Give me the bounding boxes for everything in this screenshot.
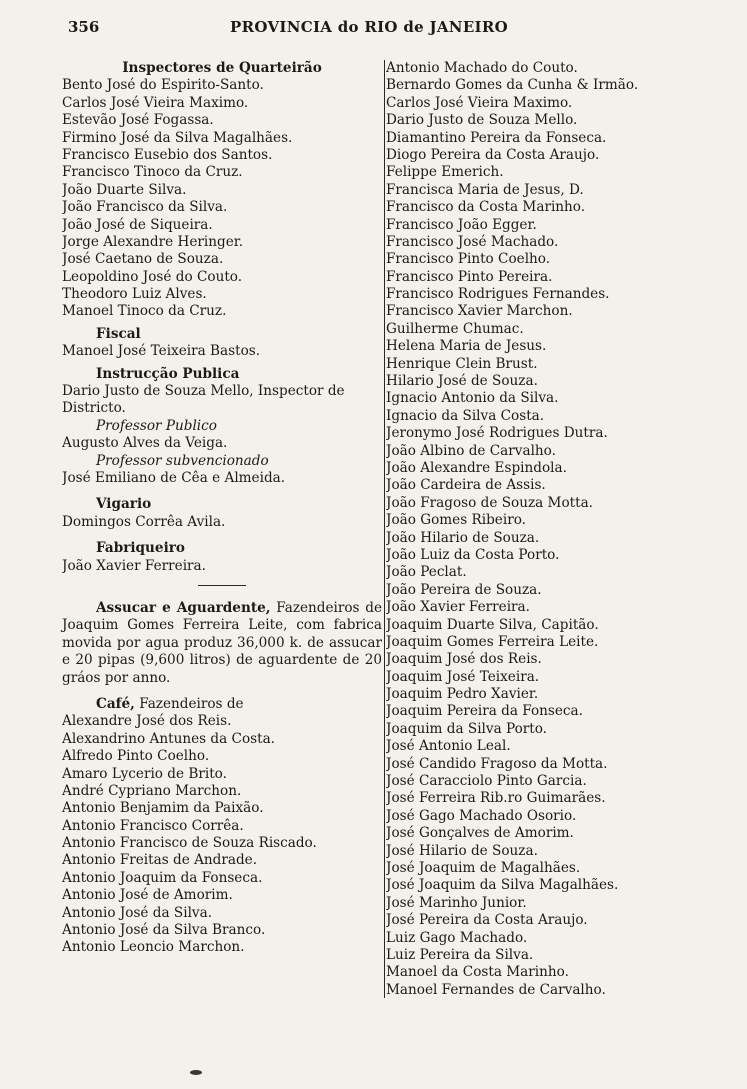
list-item: João Fragoso de Souza Motta. (386, 494, 594, 511)
list-item: José Gago Machado Osorio. (386, 807, 577, 824)
list-item: João José de Siqueira. (62, 216, 213, 233)
section-heading-subvencionado: Professor subvencionado (96, 452, 269, 469)
list-item: Alfredo Pinto Coelho. (62, 748, 210, 765)
list-item: Antonio Leoncio Marchon. (62, 939, 245, 956)
list-item: Carlos José Vieira Maximo. (386, 94, 573, 111)
list-item: Felippe Emerich. (386, 164, 504, 181)
running-title: PROVINCIA do RIO de JANEIRO (230, 18, 508, 36)
vigario-name: Domingos Corrêa Avila. (62, 513, 226, 530)
subvencionado-name: José Emiliano de Cêa e Almeida. (62, 469, 286, 486)
list-item: Alexandrino Antunes da Costa. (62, 730, 276, 747)
list-item: José Candido Fragoso da Motta. (386, 755, 608, 772)
section-heading-fabriqueiro: Fabriqueiro (96, 540, 185, 557)
list-item: Bento José do Espirito-Santo. (62, 77, 264, 94)
list-item: Francisco João Egger. (386, 216, 537, 233)
list-item: Francisca Maria de Jesus, D. (386, 181, 584, 198)
right-column (386, 60, 726, 999)
instrucao-line-2: Districto. (62, 400, 126, 417)
fabriqueiro-name: João Xavier Ferreira. (62, 557, 206, 574)
list-item: Francisco José Machado. (386, 233, 559, 250)
list-item: Jorge Alexandre Heringer. (62, 233, 244, 250)
list-item: Firmino José da Silva Magalhães. (62, 129, 293, 146)
instrucao-line-1: Dario Justo de Souza Mello, Inspector de (62, 383, 345, 400)
list-item: José Caetano de Souza. (62, 251, 224, 268)
list-item: José Ferreira Rib.ro Guimarães. (386, 790, 606, 807)
list-item: Joaquim Pereira da Fonseca. (386, 703, 583, 720)
list-item: José Hilario de Souza. (386, 842, 538, 859)
list-item: Manoel Fernandes de Carvalho. (386, 981, 606, 998)
list-item: Francisco Xavier Marchon. (386, 303, 573, 320)
list-item: Antonio José da Silva Branco. (62, 922, 266, 939)
list-item: João Hilario de Souza. (386, 529, 540, 546)
list-item: José Marinho Junior. (386, 894, 527, 911)
inspectores-list (62, 77, 382, 320)
section-heading-assucar: Assucar e Aguardente, (96, 599, 271, 616)
list-item: Henrique Clein Brust. (386, 355, 538, 372)
list-item: Antonio Joaquim da Fonseca. (62, 869, 263, 886)
list-item: Diogo Pereira da Costa Araujo. (386, 146, 600, 163)
list-item: Antonio José de Amorim. (62, 887, 233, 904)
assucar-paragraph (62, 600, 382, 687)
list-item: Antonio Francisco Corrêa. (62, 817, 244, 834)
list-item: José Antonio Leal. (386, 738, 511, 755)
list-item: Francisco da Costa Marinho. (386, 199, 586, 216)
list-item: Joaquim José Teixeira. (386, 668, 540, 685)
list-item: Luiz Pereira da Silva. (386, 946, 534, 963)
page-header (68, 14, 728, 40)
list-item: Joaquim José dos Reis. (386, 651, 542, 668)
list-item: João Peclat. (386, 564, 467, 581)
list-item: Ignacio da Silva Costa. (386, 407, 545, 424)
list-item: João Cardeira de Assis. (386, 477, 546, 494)
list-item: André Cypriano Marchon. (62, 782, 242, 799)
list-item: João Luiz da Costa Porto. (386, 546, 560, 563)
list-item: João Xavier Ferreira. (386, 599, 530, 616)
list-item: João Gomes Ribeiro. (386, 512, 526, 529)
list-item: Francisco Rodrigues Fernandes. (386, 286, 610, 303)
section-heading-instrucao: Instrucção Publica (96, 365, 240, 382)
list-item: João Alexandre Espindola. (386, 459, 567, 476)
list-item: Antonio Freitas de Andrade. (62, 852, 258, 869)
left-column (62, 60, 382, 957)
list-item: Hilario José de Souza. (386, 373, 538, 390)
list-item: Theodoro Luiz Alves. (62, 286, 207, 303)
list-item: Joaquim Duarte Silva, Capitão. (386, 616, 599, 633)
list-item: Carlos José Vieira Maximo. (62, 94, 249, 111)
list-item: Dario Justo de Souza Mello. (386, 112, 578, 129)
list-item: Jeronymo José Rodrigues Dutra. (386, 425, 608, 442)
list-item: Joaquim Pedro Xavier. (386, 686, 539, 703)
list-item: Guilherme Chumac. (386, 320, 524, 337)
list-item: Antonio Benjamim da Paixão. (62, 800, 264, 817)
list-item: José Gonçalves de Amorim. (386, 825, 574, 842)
professor-name: Augusto Alves da Veiga. (62, 435, 228, 452)
list-item: José Pereira da Costa Araujo. (386, 912, 588, 929)
list-item: Manoel da Costa Marinho. (386, 964, 569, 981)
list-item: Luiz Gago Machado. (386, 929, 528, 946)
list-item: Manoel Tinoco da Cruz. (62, 303, 227, 320)
list-item: João Albino de Carvalho. (386, 442, 556, 459)
list-item: José Joaquim de Magalhães. (386, 859, 581, 876)
cafe-list (62, 713, 382, 956)
page-number: 356 (68, 18, 100, 36)
list-item: Francisco Eusebio dos Santos. (62, 146, 273, 163)
list-item: Antonio Machado do Couto. (386, 60, 578, 76)
list-item: Joaquim Gomes Ferreira Leite. (386, 633, 599, 650)
section-heading-fiscal: Fiscal (96, 325, 141, 342)
list-item: Bernardo Gomes da Cunha & Irmão. (386, 77, 639, 94)
list-item: João Francisco da Silva. (62, 199, 228, 216)
list-item: Alexandre José dos Reis. (62, 713, 232, 730)
assucar-text: Fazendeiros de Joaquim Gomes Ferreira Leite, com fabrica movida por agua produz 36,000 k. de assucar e 20 pipas (9,600 litros) de aguardente de 20 gráos por anno. (62, 599, 382, 686)
column-divider (384, 60, 385, 998)
section-heading-vigario: Vigario (96, 496, 152, 513)
list-item: Francisco Pinto Coelho. (386, 251, 551, 268)
list-item: José Joaquim da Silva Magalhães. (386, 877, 619, 894)
cafe-heading-line (62, 696, 382, 713)
list-item: Diamantino Pereira da Fonseca. (386, 129, 607, 146)
list-item: Ignacio Antonio da Silva. (386, 390, 559, 407)
section-heading-inspectores: Inspectores de Quarteirão (122, 60, 322, 76)
list-item: Antonio José da Silva. (62, 904, 213, 921)
fiscal-name: Manoel José Teixeira Bastos. (62, 343, 261, 360)
ink-blot (190, 1070, 202, 1075)
list-item: Joaquim da Silva Porto. (386, 720, 548, 737)
list-item: João Pereira de Souza. (386, 581, 542, 598)
list-item: Estevão José Fogassa. (62, 112, 214, 129)
cafe-subheading: Fazendeiros de (139, 695, 244, 712)
list-item: Antonio Francisco de Souza Riscado. (62, 835, 317, 852)
section-rule (198, 585, 246, 586)
section-heading-cafe: Café, (96, 695, 135, 712)
list-item: João Duarte Silva. (62, 181, 187, 198)
list-item: Amaro Lycerio de Brito. (62, 765, 227, 782)
list-item: José Caracciolo Pinto Garcia. (386, 773, 587, 790)
section-heading-professor: Professor Publico (96, 417, 217, 434)
list-item: Francisco Pinto Pereira. (386, 268, 553, 285)
list-item: Francisco Tinoco da Cruz. (62, 164, 243, 181)
list-item: Helena Maria de Jesus. (386, 338, 547, 355)
list-item: Leopoldino José do Couto. (62, 268, 243, 285)
